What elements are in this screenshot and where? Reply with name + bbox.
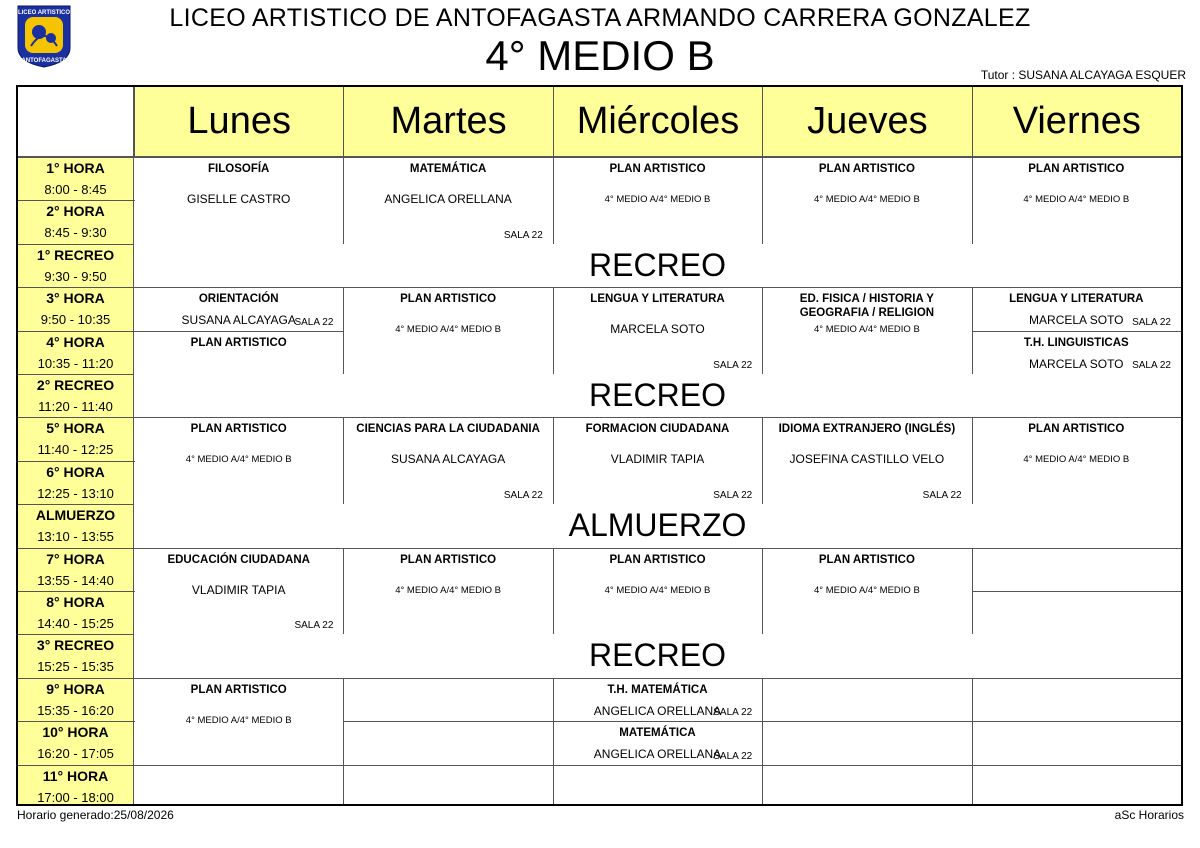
- break-banner: ALMUERZO: [134, 504, 1181, 547]
- lesson-group: 4° MEDIO A/4° MEDIO B: [604, 584, 711, 596]
- break-banner: RECREO: [134, 244, 1181, 287]
- period-cell: [18, 548, 134, 591]
- lesson-teacher: MARCELA SOTO: [1029, 313, 1124, 328]
- lesson-subject: PLAN ARTISTICO: [609, 553, 706, 566]
- column-divider: [343, 721, 344, 764]
- lesson-teacher: SUSANA ALCAYAGA: [390, 452, 506, 467]
- lesson-subject: CIENCIAS PARA LA CIUDADANIA: [356, 423, 540, 436]
- lesson-room: SALA 22: [503, 229, 543, 241]
- lesson-room: SALA 22: [922, 490, 962, 502]
- lesson-group: 4° MEDIO A/4° MEDIO B: [1023, 454, 1130, 466]
- column-divider: [972, 678, 973, 721]
- period-cell: [18, 331, 134, 374]
- lesson-subject: MATEMÁTICA: [409, 163, 487, 175]
- period-cell: [18, 200, 134, 243]
- lesson-subject: IDIOMA EXTRANJERO (INGLÉS): [778, 423, 956, 436]
- lesson-subject: FORMACION CIUDADANA: [585, 423, 730, 436]
- period-time: 15:35 - 16:20: [37, 702, 114, 718]
- period-cell: [18, 244, 134, 287]
- lesson-teacher: GISELLE CASTRO: [187, 192, 291, 206]
- period-label: 5° HORA: [46, 420, 105, 437]
- period-time: 10:35 - 11:20: [37, 355, 114, 371]
- lesson-subject: PLAN ARTISTICO: [1028, 163, 1125, 175]
- lesson-subject: LENGUA Y LITERATURA: [1009, 293, 1144, 306]
- school-logo: [15, 4, 73, 68]
- period-cell: [18, 678, 134, 721]
- period-label: 9° HORA: [46, 680, 105, 697]
- lesson-subject: PLAN ARTISTICO: [190, 683, 287, 696]
- lesson-room: SALA 22: [713, 707, 753, 719]
- lesson-group: 4° MEDIO A/4° MEDIO B: [813, 324, 920, 336]
- lesson-group: 4° MEDIO A/4° MEDIO B: [813, 194, 920, 205]
- class-title: 4° MEDIO B: [485, 32, 715, 79]
- lesson-subject: PLAN ARTISTICO: [609, 163, 706, 175]
- period-cell: [18, 287, 134, 330]
- corner-cell: [18, 87, 134, 157]
- period-cell: [18, 461, 134, 504]
- period-label: 2° HORA: [46, 203, 105, 220]
- column-divider: [343, 678, 344, 721]
- period-label: 8° HORA: [46, 594, 105, 610]
- period-cell: [18, 591, 134, 634]
- lesson-subject: PLAN ARTISTICO: [1028, 423, 1125, 436]
- period-time: 17:00 - 18:00: [37, 789, 114, 805]
- lesson-teacher: MARCELA SOTO: [610, 322, 705, 337]
- period-time: 13:55 - 14:40: [37, 572, 114, 588]
- logo-text-top: LICEO ARTISTICO: [17, 10, 71, 16]
- lesson-subject: PLAN ARTISTICO: [190, 423, 287, 436]
- lesson-group: 4° MEDIO A/4° MEDIO B: [185, 714, 292, 726]
- break-banner: RECREO: [134, 634, 1181, 677]
- period-label: 7° HORA: [46, 550, 105, 567]
- lesson-subject: PLAN ARTISTICO: [400, 293, 497, 306]
- lesson-teacher: MARCELA SOTO: [1029, 356, 1124, 371]
- lesson-subject: FILOSOFÍA: [208, 163, 270, 175]
- lesson-subject: PLAN ARTISTICO: [190, 336, 287, 349]
- period-cell: [18, 157, 134, 200]
- column-divider: [762, 721, 763, 764]
- lesson-teacher: ANGELICA ORELLANA: [593, 747, 722, 762]
- column-divider: [553, 765, 554, 806]
- logo-text-bottom: ANTOFAGASTA: [21, 58, 67, 64]
- lesson-group: 4° MEDIO A/4° MEDIO B: [395, 584, 501, 596]
- period-time: 12:25 - 13:10: [37, 485, 114, 501]
- lesson-group: 4° MEDIO A/4° MEDIO B: [1023, 194, 1130, 205]
- day-header-1: Martes: [343, 87, 552, 157]
- lesson-room: SALA 22: [1132, 360, 1171, 371]
- lesson-subject: MATEMÁTICA: [619, 727, 696, 740]
- column-divider: [972, 765, 973, 806]
- lesson-room: SALA 22: [713, 750, 753, 762]
- period-time: 9:50 - 10:35: [40, 312, 111, 328]
- lesson-teacher: VLADIMIR TAPIA: [191, 582, 286, 597]
- lesson-subject: T.H. LINGUISTICAS: [1023, 336, 1129, 349]
- period-label: 11° HORA: [42, 767, 109, 784]
- lesson-teacher: ANGELICA ORELLANA: [593, 703, 722, 718]
- day-header-0: Lunes: [134, 87, 343, 157]
- lesson-group: 4° MEDIO A/4° MEDIO B: [395, 324, 501, 336]
- period-time: 16:20 - 17:05: [37, 746, 114, 762]
- generated-date: Horario generado:25/08/2026: [17, 808, 174, 822]
- lesson-group: 4° MEDIO A/4° MEDIO B: [813, 584, 920, 596]
- period-label: 4° HORA: [46, 333, 105, 350]
- lesson-subject: EDUCACIÓN CIUDADANA: [167, 553, 310, 566]
- lesson-subject: LENGUA Y LITERATURA: [590, 293, 725, 306]
- lesson-group: 4° MEDIO A/4° MEDIO B: [185, 454, 292, 466]
- lesson-teacher: SUSANA ALCAYAGA: [181, 313, 296, 328]
- period-cell: [18, 374, 134, 417]
- lesson-teacher: ANGELICA ORELLANA: [384, 192, 512, 206]
- period-cell: [18, 417, 134, 460]
- period-cell: [18, 765, 134, 806]
- period-label: 1° RECREO: [36, 246, 115, 263]
- column-divider: [972, 591, 973, 634]
- column-divider: [972, 548, 973, 591]
- lesson-room: SALA 22: [294, 316, 334, 328]
- lesson-subject: PLAN ARTISTICO: [818, 163, 915, 175]
- break-banner: RECREO: [134, 374, 1181, 417]
- lesson-subject: PLAN ARTISTICO: [818, 553, 915, 566]
- period-cell: [18, 504, 134, 547]
- period-time: 11:20 - 11:40: [38, 399, 113, 414]
- lesson-room: SALA 22: [1132, 316, 1171, 328]
- column-divider: [762, 678, 763, 721]
- lesson-subject: ORIENTACIÓN: [198, 293, 279, 306]
- lesson-room: SALA 22: [503, 490, 543, 502]
- period-cell: [18, 721, 134, 764]
- lesson-room: SALA 22: [713, 360, 753, 371]
- period-time: 11:40 - 12:25: [37, 442, 114, 458]
- period-label: 1° HORA: [46, 160, 105, 176]
- day-header-3: Jueves: [762, 87, 971, 157]
- lesson-subject: T.H. MATEMÁTICA: [607, 683, 708, 696]
- period-label: 3° RECREO: [36, 637, 115, 654]
- lesson-group: 4° MEDIO A/4° MEDIO B: [604, 194, 711, 205]
- tutor-label: Tutor : SUSANA ALCAYAGA ESQUER: [980, 68, 1186, 82]
- day-header-2: Miércoles: [553, 87, 762, 157]
- period-time: 8:00 - 8:45: [44, 182, 107, 197]
- lesson-teacher: VLADIMIR TAPIA: [610, 452, 705, 467]
- period-time: 9:30 - 9:50: [44, 268, 107, 284]
- period-time: 15:25 - 15:35: [37, 659, 114, 675]
- period-time: 14:40 - 15:25: [37, 616, 114, 631]
- column-divider: [762, 765, 763, 806]
- row-divider: [134, 765, 1181, 766]
- school-name: LICEO ARTISTICO DE ANTOFAGASTA ARMANDO CARRERA GONZALEZ: [169, 4, 1031, 32]
- timetable-grid: [16, 85, 1183, 806]
- period-label: 10° HORA: [42, 724, 109, 741]
- period-label: 6° HORA: [46, 463, 105, 480]
- period-label: ALMUERZO: [35, 507, 116, 524]
- lesson-room: SALA 22: [713, 490, 753, 502]
- lesson-room: SALA 22: [294, 620, 334, 632]
- period-time: 8:45 - 9:30: [44, 225, 107, 241]
- period-time: 13:10 - 13:55: [37, 529, 114, 545]
- lesson-teacher: JOSEFINA CASTILLO VELO: [789, 452, 945, 467]
- column-divider: [972, 721, 973, 764]
- column-divider: [343, 765, 344, 806]
- lesson-subject: ED. FISICA / HISTORIA Y GEOGRAFIA / RELIGION: [799, 293, 935, 320]
- period-cell: [18, 634, 134, 677]
- day-header-4: Viernes: [972, 87, 1181, 157]
- period-label: 3° HORA: [46, 290, 105, 307]
- software-credit: aSc Horarios: [1114, 808, 1184, 822]
- lesson-subject: PLAN ARTISTICO: [400, 553, 497, 566]
- period-label: 2° RECREO: [36, 377, 115, 393]
